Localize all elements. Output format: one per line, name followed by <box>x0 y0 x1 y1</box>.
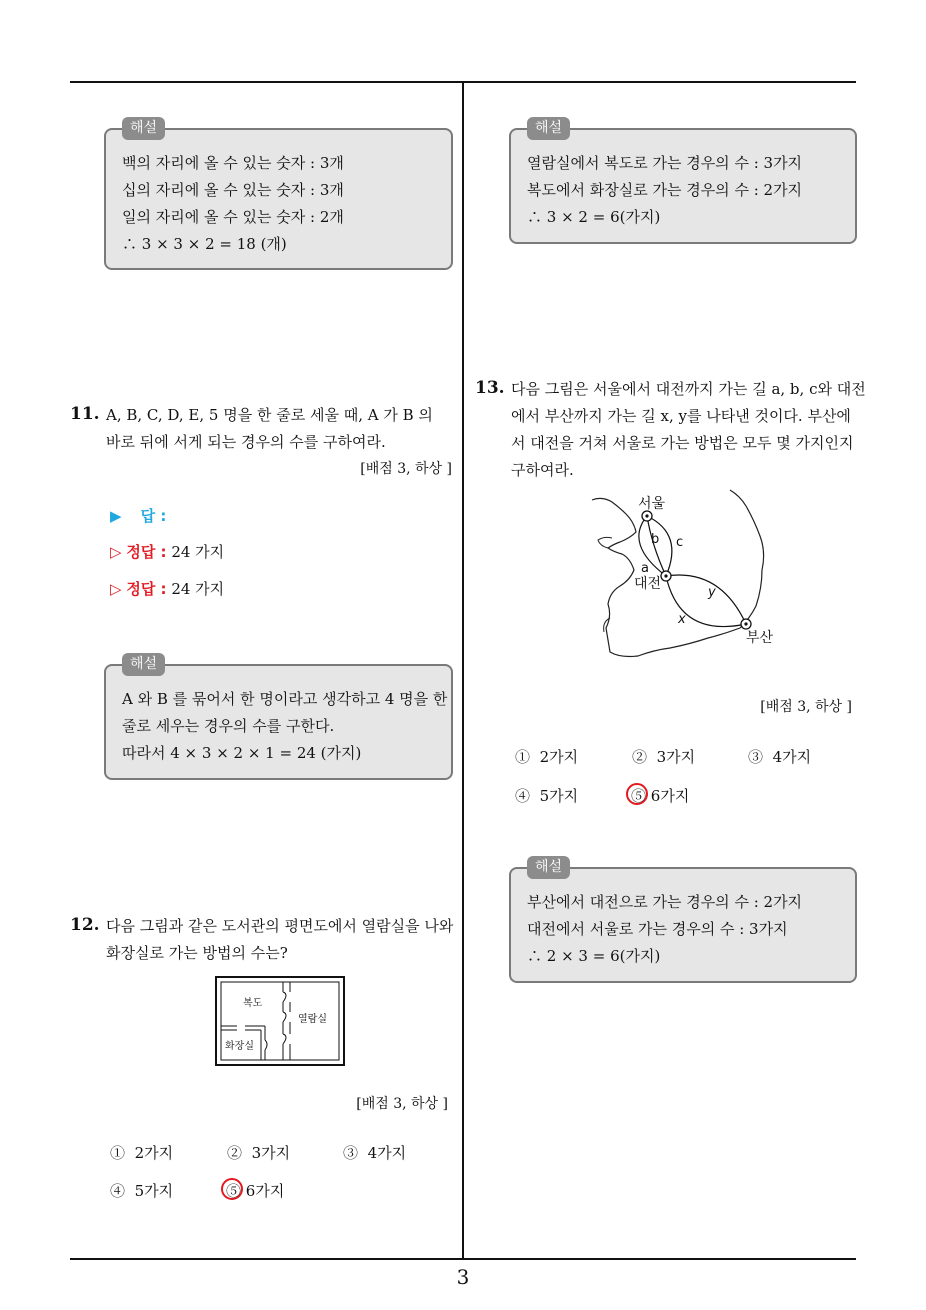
choice-text: 6가지 <box>650 787 690 805</box>
explanation-box-3 <box>509 120 857 244</box>
question-line: 화장실로 가는 방법의 수는? <box>106 944 288 962</box>
explanation-line: ∴ 3 × 2 = 6(가지) <box>527 208 661 226</box>
choice-3[interactable] <box>343 1142 406 1163</box>
correct-answer-label: 정답 : <box>126 543 167 561</box>
seoul-label: 서울 <box>638 496 666 512</box>
red-triangle-icon: ▷ <box>110 580 122 598</box>
explanation-line: 백의 자리에 올 수 있는 숫자 : 3개 <box>122 154 344 172</box>
page-number: 3 <box>456 1265 470 1289</box>
explanation-line: ∴ 3 × 3 × 2 = 18 (개) <box>122 235 287 253</box>
choice-mark: ② <box>227 1144 243 1162</box>
choice-text: 5가지 <box>134 1182 174 1200</box>
explanation-line: 부산에서 대전으로 가는 경우의 수 : 2가지 <box>527 893 803 911</box>
choice-mark: ④ <box>110 1182 126 1200</box>
choice-5[interactable] <box>226 1180 284 1201</box>
choice-1[interactable] <box>515 746 578 767</box>
route-y-label: y <box>708 585 716 600</box>
explanation-tab: 해설 <box>527 117 570 140</box>
blue-triangle-icon: ▶ <box>110 507 122 525</box>
choice-mark: ② <box>632 748 648 766</box>
correct-answer-value: 24 가지 <box>171 543 225 561</box>
question-12-text <box>106 913 453 967</box>
choice-text: 3가지 <box>656 748 696 766</box>
daejeon-label: 대전 <box>634 576 662 592</box>
choice-mark: ④ <box>515 787 531 805</box>
explanation-line: 따라서 4 × 3 × 2 × 1 = 24 (가지) <box>122 744 362 762</box>
explanation-line: 대전에서 서울로 가는 경우의 수 : 3가지 <box>527 920 788 938</box>
library-floor-plan <box>215 976 345 1066</box>
explanation-box-2 <box>104 656 453 780</box>
question-11-score: [배점 3, 하상 ] <box>360 461 452 477</box>
answer-label: 답 : <box>140 507 167 525</box>
choice-mark: ⑤ <box>226 1182 242 1200</box>
answer-input-row[interactable] <box>110 505 166 526</box>
choice-text: 3가지 <box>251 1144 291 1162</box>
choice-text: 4가지 <box>772 748 812 766</box>
question-line: 바로 뒤에 서게 되는 경우의 수를 구하여라. <box>106 433 386 451</box>
correct-answer-value: 24 가지 <box>171 580 225 598</box>
choice-4[interactable] <box>110 1180 173 1201</box>
choice-mark: ① <box>515 748 531 766</box>
route-x-label: x <box>678 612 686 627</box>
choice-mark: ① <box>110 1144 126 1162</box>
explanation-line: 복도에서 화장실로 가는 경우의 수 : 2가지 <box>527 181 803 199</box>
explanation-tab: 해설 <box>527 856 570 879</box>
korea-route-map <box>590 488 780 673</box>
explanation-line: 십의 자리에 올 수 있는 숫자 : 3개 <box>122 181 344 199</box>
correct-answer-row <box>110 578 224 599</box>
correct-answer-row <box>110 541 224 562</box>
explanation-line: 줄로 세우는 경우의 수를 구한다. <box>122 717 335 735</box>
choice-text: 2가지 <box>539 748 579 766</box>
red-triangle-icon: ▷ <box>110 543 122 561</box>
choice-mark: ③ <box>748 748 764 766</box>
choice-2[interactable] <box>227 1142 290 1163</box>
question-line: 구하여라. <box>511 461 574 479</box>
question-line: 다음 그림과 같은 도서관의 평면도에서 열람실을 나와 <box>106 917 454 935</box>
explanation-line: A 와 B 를 묶어서 한 명이라고 생각하고 4 명을 한 <box>122 690 448 708</box>
question-line: 다음 그림은 서울에서 대전까지 가는 길 a, b, c와 대전 <box>511 380 866 398</box>
choice-text: 2가지 <box>134 1144 174 1162</box>
choice-text: 6가지 <box>245 1182 285 1200</box>
explanation-line: 일의 자리에 올 수 있는 숫자 : 2개 <box>122 208 344 226</box>
question-line: A, B, C, D, E, 5 명을 한 줄로 세울 때, A 가 B 의 <box>106 406 433 424</box>
choice-mark: ③ <box>343 1144 359 1162</box>
explanation-box-1 <box>104 120 453 270</box>
choice-mark: ⑤ <box>631 787 647 805</box>
route-a-label: a <box>641 561 649 576</box>
question-12-score: [배점 3, 하상 ] <box>356 1096 448 1112</box>
choice-3[interactable] <box>748 746 811 767</box>
choice-1[interactable] <box>110 1142 173 1163</box>
explanation-line: ∴ 2 × 3 = 6(가지) <box>527 947 661 965</box>
question-number-11: 11. <box>70 404 100 424</box>
reading-room-label: 열람실 <box>298 1014 327 1025</box>
choice-4[interactable] <box>515 785 578 806</box>
explanation-tab: 해설 <box>122 653 165 676</box>
route-c-label: c <box>676 535 684 550</box>
question-13-text <box>511 376 866 484</box>
question-number-13: 13. <box>475 378 505 398</box>
choice-text: 4가지 <box>367 1144 407 1162</box>
explanation-box-4 <box>509 859 857 983</box>
route-b-label: b <box>651 532 660 547</box>
question-13-score: [배점 3, 하상 ] <box>760 699 852 715</box>
question-line: 에서 부산까지 가는 길 x, y를 나타낸 것이다. 부산에 <box>511 407 851 425</box>
restroom-label: 화장실 <box>225 1041 254 1052</box>
choice-2[interactable] <box>632 746 695 767</box>
question-11-text <box>106 402 433 456</box>
correct-answer-label: 정답 : <box>126 580 167 598</box>
choice-5[interactable] <box>631 785 689 806</box>
bottom-rule <box>70 1258 856 1260</box>
choice-text: 5가지 <box>539 787 579 805</box>
question-number-12: 12. <box>70 915 100 935</box>
question-line: 서 대전을 거쳐 서울로 가는 방법은 모두 몇 가지인지 <box>511 434 854 452</box>
corridor-label: 복도 <box>243 998 263 1009</box>
busan-label: 부산 <box>746 630 774 646</box>
column-divider <box>462 82 464 1260</box>
explanation-tab: 해설 <box>122 117 165 140</box>
explanation-line: 열람실에서 복도로 가는 경우의 수 : 3가지 <box>527 154 803 172</box>
